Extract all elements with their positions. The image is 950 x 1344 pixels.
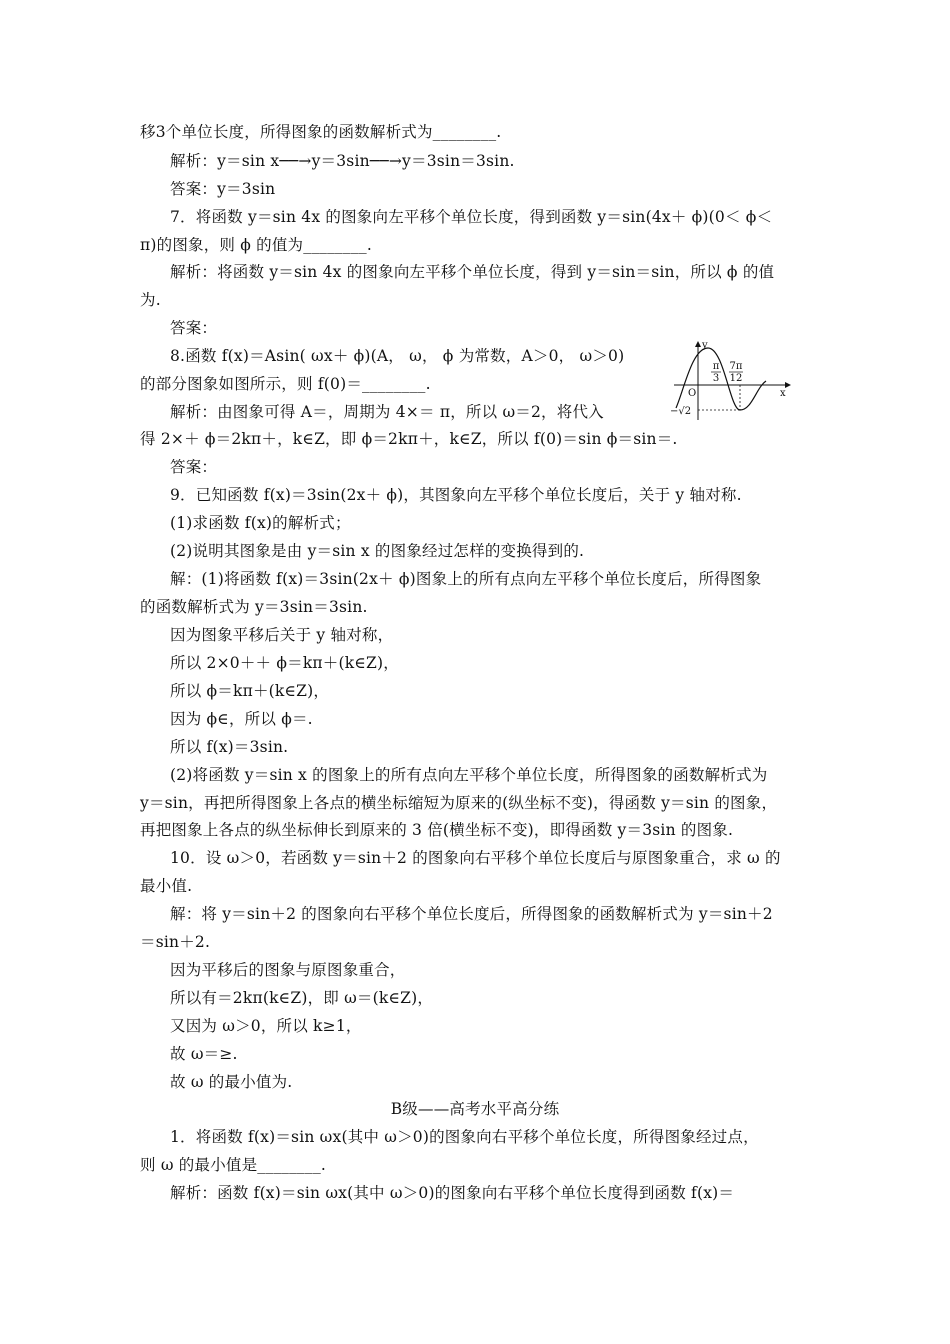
text-line: 9．已知函数 f(x)＝3sin(2x＋ ϕ)，其图象向左平移个单位长度后，关于 y 轴对称.: [170, 486, 742, 504]
text-line: y＝sin，再把所得图象上各点的横坐标缩短为原来的(纵坐标不变)，得函数 y＝sin 的图象，: [140, 794, 778, 812]
text-line: 所以 2×0＋＋ ϕ＝kπ＋(k∈Z)，: [170, 654, 399, 672]
y-axis-label: y: [702, 340, 708, 351]
text-line: 所以 f(x)＝3sin.: [170, 738, 289, 756]
text-line: 的部分图象如图所示，则 f(0)＝________.: [140, 375, 431, 393]
text-line: 解析：由图象可得 A＝，周期为 4×＝ π，所以 ω＝2，将代入: [170, 403, 604, 421]
text-line: 解析：函数 f(x)＝sin ωx(其中 ω＞0)的图象向右平移个单位长度得到函数 f(x)＝: [170, 1184, 735, 1202]
x-axis-label: x: [780, 388, 786, 399]
text-line: 1．将函数 f(x)＝sin ωx(其中 ω＞0)的图象向右平移个单位长度，所得图象经过点，: [170, 1128, 759, 1146]
text-line: ＝sin＋2.: [140, 933, 211, 951]
text-line: 所以有＝2kπ(k∈Z)，即 ω＝(k∈Z)，: [170, 989, 434, 1007]
text-line: 答案：y＝3sin: [170, 180, 276, 198]
text-line: 因为图象平移后关于 y 轴对称，: [170, 626, 394, 644]
text-line: 因为 ϕ∈，所以 ϕ＝.: [170, 710, 313, 728]
text-line: 得 2×＋ ϕ＝2kπ＋，k∈Z，即 ϕ＝2kπ＋，k∈Z，所以 f(0)＝sin ϕ＝sin＝.: [140, 430, 678, 448]
text-line: 7．将函数 y＝sin 4x 的图象向左平移个单位长度，得到函数 y＝sin(4x＋ ϕ)(0＜ ϕ＜: [170, 208, 773, 226]
text-line: 故 ω＝≥.: [170, 1045, 238, 1063]
tick-label-pi-3-num: π: [712, 361, 720, 372]
text-line: 的函数解析式为 y＝3sin＝3sin.: [140, 598, 368, 616]
text-line: (2)将函数 y＝sin x 的图象上的所有点向左平移个单位长度，所得图象的函数解析式为: [170, 766, 768, 784]
text-line: 移3个单位长度，所得图象的函数解析式为________.: [140, 123, 502, 141]
text-line: 答案：: [170, 458, 218, 476]
text-line: π)的图象，则 ϕ 的值为________.: [140, 236, 372, 254]
text-line: 解析：将函数 y＝sin 4x 的图象向左平移个单位长度，得到 y＝sin＝sin，所以 ϕ 的值: [170, 263, 775, 281]
text-line: 所以 ϕ＝kπ＋(k∈Z)，: [170, 682, 330, 700]
sine-graph-figure: [668, 338, 796, 422]
text-line: 为.: [140, 291, 161, 309]
text-line: (1)求函数 f(x)的解析式；: [170, 514, 351, 532]
tick-label-7pi-12-den: 12: [729, 373, 743, 384]
text-line: 再把图象上各点的纵坐标伸长到原来的 3 倍(横坐标不变)，即得函数 y＝3sin 的图象.: [140, 821, 734, 839]
min-value-label: −√2: [670, 406, 692, 417]
sine-curve: [676, 348, 766, 410]
text-line: 10．设 ω＞0，若函数 y＝sin＋2 的图象向右平移个单位长度后与原图象重合，求 ω 的: [170, 849, 781, 867]
text-line: 则 ω 的最小值是________.: [140, 1156, 327, 1174]
text-line: (2)说明其图象是由 y＝sin x 的图象经过怎样的变换得到的.: [170, 542, 585, 560]
text-line: 因为平移后的图象与原图象重合，: [170, 961, 406, 979]
origin-label: O: [688, 388, 697, 399]
text-line: 8.函数 f(x)＝Asin( ωx＋ ϕ)(A， ω， ϕ 为常数，A＞0， ω＞0): [170, 347, 625, 365]
text-line: 又因为 ω＞0，所以 k≥1，: [170, 1017, 362, 1035]
section-heading: B级——高考水平高分练: [390, 1100, 560, 1118]
tick-label-7pi-12-num: 7π: [729, 361, 743, 372]
text-line: 解：将 y＝sin＋2 的图象向右平移个单位长度后，所得图象的函数解析式为 y＝sin＋2: [170, 905, 773, 923]
text-line: 解析：y＝sin x──→y＝3sin──→y＝3sin＝3sin.: [170, 152, 515, 170]
text-line: 最小值.: [140, 877, 193, 895]
tick-label-pi-3-den: 3: [712, 373, 720, 384]
text-line: 故 ω 的最小值为.: [170, 1073, 293, 1091]
text-line: 答案：: [170, 319, 218, 337]
text-line: 解：(1)将函数 f(x)＝3sin(2x＋ ϕ)图象上的所有点向左平移个单位长度后，所得图象: [170, 570, 762, 588]
